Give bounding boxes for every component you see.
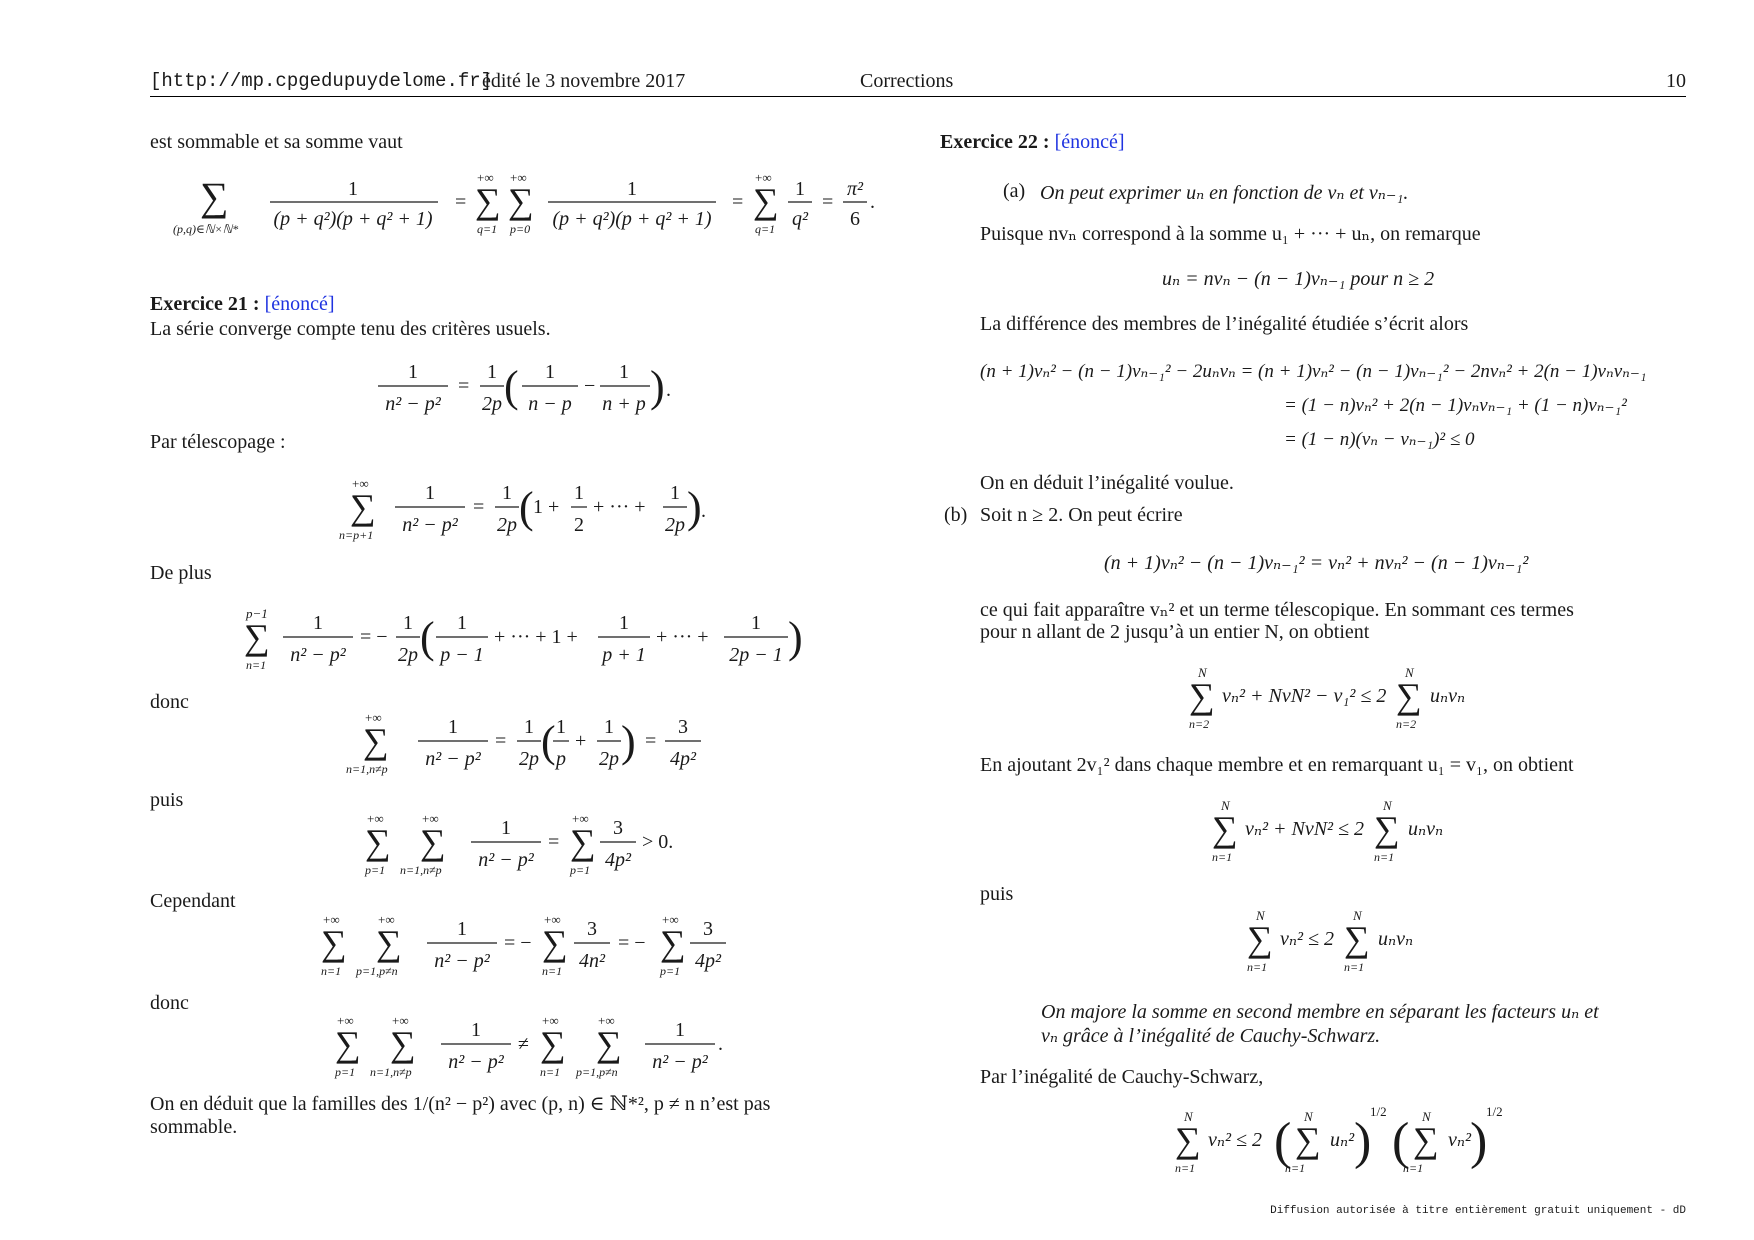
svg-text:1/2: 1/2 [1370, 1104, 1387, 1119]
svg-text:n=1: n=1 [246, 658, 267, 672]
paragraph: Soit n ≥ 2. On peut écrire [980, 504, 1183, 526]
svg-text:1: 1 [751, 612, 761, 634]
svg-text:2p: 2p [599, 748, 619, 770]
svg-text:4p²: 4p² [605, 849, 631, 871]
svg-text:> 0.: > 0. [642, 831, 674, 853]
svg-text:+∞: +∞ [422, 811, 439, 826]
equation-partial-sum [240, 603, 810, 678]
paragraph: puis [980, 883, 1014, 905]
svg-text:p − 1: p − 1 [440, 644, 484, 666]
equation-inequality-sums [330, 1010, 730, 1085]
svg-text:n=1: n=1 [542, 964, 563, 978]
svg-text:= −: = − [504, 932, 532, 954]
svg-text:n² − p²: n² − p² [290, 644, 346, 666]
svg-text:∑: ∑ [1396, 676, 1422, 716]
svg-text:(p + q²)(p + q² + 1): (p + q²)(p + q² + 1) [552, 208, 712, 230]
svg-text:n² − p²: n² − p² [402, 514, 458, 536]
svg-text:1: 1 [425, 482, 435, 504]
svg-text:∑: ∑ [1212, 809, 1238, 849]
svg-text:p=1,p≠n: p=1,p≠n [576, 1065, 618, 1079]
svg-text:p−1: p−1 [246, 606, 268, 621]
svg-text:+∞: +∞ [392, 1013, 409, 1028]
svg-text:3: 3 [703, 918, 713, 940]
svg-text:n=2: n=2 [1189, 717, 1210, 731]
svg-text:+: + [575, 730, 587, 752]
header-rule [150, 96, 1686, 97]
svg-text:q=1: q=1 [477, 222, 498, 236]
svg-text:2p − 1: 2p − 1 [729, 644, 783, 666]
svg-text:p=1: p=1 [660, 964, 681, 978]
paragraph: donc [150, 992, 189, 1014]
svg-text:N: N [1221, 798, 1230, 813]
svg-text:N: N [1405, 665, 1414, 680]
svg-text:): ) [1470, 1113, 1488, 1170]
svg-text:∑: ∑ [376, 923, 402, 963]
svg-text:1: 1 [487, 361, 497, 383]
svg-text:n=p+1: n=p+1 [339, 528, 374, 542]
hint-cauchy-schwarz: On majore la somme en second membre en séparant les facteurs uₙ et [1041, 1001, 1599, 1023]
svg-text:q=1: q=1 [755, 222, 776, 236]
svg-text:∑: ∑ [420, 822, 446, 862]
svg-text:2: 2 [574, 514, 584, 536]
exercise-label: Exercice 22 : [940, 131, 1050, 153]
hint-cauchy-schwarz: vₙ grâce à l’inégalité de Cauchy-Schwarz. [1041, 1025, 1381, 1047]
svg-text:n² − p²: n² − p² [478, 849, 534, 871]
svg-text:∑: ∑ [1413, 1120, 1439, 1160]
svg-text:π²: π² [846, 178, 864, 200]
svg-text:): ) [621, 717, 636, 766]
svg-text:∑: ∑ [1295, 1120, 1321, 1160]
svg-text:3: 3 [613, 817, 623, 839]
svg-text:+ ··· +: + ··· + [593, 496, 646, 518]
svg-text:p=0: p=0 [510, 222, 531, 236]
svg-text:=: = [473, 496, 485, 518]
svg-text:1: 1 [604, 716, 614, 738]
svg-text:4n²: 4n² [579, 950, 605, 972]
paragraph: La différence des membres de l’inégalité étudiée s’écrit alors [980, 313, 1469, 335]
svg-text:1: 1 [408, 361, 418, 383]
svg-text:=: = [822, 191, 834, 213]
svg-text:1: 1 [670, 482, 680, 504]
svg-text:≠: ≠ [518, 1033, 529, 1055]
svg-text:p + 1: p + 1 [602, 644, 646, 666]
equation-telescoping [335, 473, 715, 548]
svg-text:+∞: +∞ [323, 912, 340, 927]
svg-text:+ ··· +: + ··· + [656, 626, 709, 648]
svg-text:p=1: p=1 [570, 863, 591, 877]
svg-text:∑: ∑ [570, 822, 596, 862]
svg-text:2p: 2p [398, 644, 418, 666]
svg-text:): ) [1354, 1113, 1372, 1170]
paragraph: ce qui fait apparaître vₙ² et un terme télescopique. En sommant ces termes [980, 599, 1574, 621]
svg-text:n=1,n≠p: n=1,n≠p [370, 1065, 412, 1079]
svg-text:−: − [584, 375, 596, 397]
header-title: Corrections [860, 70, 954, 92]
svg-text:1: 1 [627, 178, 637, 200]
svg-text:∑: ∑ [1344, 919, 1370, 959]
svg-text:1: 1 [471, 1019, 481, 1041]
equation-double-sum-positive [360, 808, 700, 883]
svg-text:.: . [701, 500, 706, 522]
svg-text:1: 1 [457, 612, 467, 634]
svg-text:N: N [1383, 798, 1392, 813]
svg-text:+∞: +∞ [367, 811, 384, 826]
svg-text:+∞: +∞ [477, 170, 494, 185]
svg-text:): ) [650, 362, 665, 411]
svg-text:uₙvₙ: uₙvₙ [1408, 818, 1444, 840]
svg-text:): ) [788, 613, 803, 662]
paragraph: Puisque nvₙ correspond à la somme u₁ + ··· + uₙ, on remarque [980, 223, 1481, 245]
svg-text:n=1: n=1 [1403, 1161, 1424, 1175]
svg-text:+∞: +∞ [365, 710, 382, 725]
svg-text:+∞: +∞ [378, 912, 395, 927]
svg-text:∑: ∑ [596, 1024, 622, 1064]
svg-text:3: 3 [587, 918, 597, 940]
svg-text:n=1: n=1 [1374, 850, 1395, 864]
svg-text:∑: ∑ [321, 923, 347, 963]
footer-notice: Diffusion autorisée à titre entièrement gratuit uniquement - dD [1270, 1205, 1686, 1217]
svg-text:n² − p²: n² − p² [425, 748, 481, 770]
paragraph: donc [150, 691, 189, 713]
paragraph: est sommable et sa somme vaut [150, 131, 403, 153]
svg-text:n − p: n − p [528, 393, 572, 415]
svg-text:.: . [870, 191, 875, 213]
svg-text:N: N [1304, 1109, 1313, 1124]
exercise-22-title [940, 131, 1125, 154]
svg-text:N: N [1256, 908, 1265, 923]
paragraph: sommable. [150, 1116, 238, 1138]
svg-text:n=1,n≠p: n=1,n≠p [346, 762, 388, 776]
svg-text:(: ( [541, 717, 556, 766]
svg-text:∑: ∑ [244, 617, 270, 657]
svg-text:+∞: +∞ [572, 811, 589, 826]
svg-text:1: 1 [348, 178, 358, 200]
svg-text:q²: q² [792, 208, 808, 230]
header-date: édité le 3 novembre 2017 [482, 70, 686, 92]
svg-text:3: 3 [678, 716, 688, 738]
svg-text:n=1: n=1 [1285, 1161, 1306, 1175]
svg-text:∑: ∑ [540, 1024, 566, 1064]
svg-text:1: 1 [524, 716, 534, 738]
svg-text:N: N [1353, 908, 1362, 923]
svg-text:+∞: +∞ [544, 912, 561, 927]
svg-text:∑: ∑ [1374, 809, 1400, 849]
svg-text:+ ··· + 1 +: + ··· + 1 + [494, 626, 578, 648]
svg-text:uₙvₙ: uₙvₙ [1378, 928, 1414, 950]
svg-text:.: . [666, 379, 671, 401]
svg-text:+∞: +∞ [598, 1013, 615, 1028]
hint-a: On peut exprimer uₙ en fonction de vₙ et vₙ₋₁. [1040, 182, 1409, 204]
svg-text:+∞: +∞ [337, 1013, 354, 1028]
svg-text:n=1: n=1 [1212, 850, 1233, 864]
exercise-22-statement-link[interactable]: [énoncé] [1054, 131, 1125, 153]
svg-text:n² − p²: n² − p² [448, 1051, 504, 1073]
svg-text:N: N [1198, 665, 1207, 680]
svg-text:p: p [556, 748, 566, 770]
svg-text:n=1: n=1 [1344, 960, 1365, 974]
svg-text:(: ( [1274, 1113, 1292, 1170]
equation-partial-fraction [370, 352, 690, 422]
paragraph: Par l’inégalité de Cauchy-Schwarz, [980, 1066, 1264, 1088]
equation-sum-from-1 [1207, 795, 1457, 865]
svg-text:p=1,p≠n: p=1,p≠n [356, 964, 398, 978]
svg-text:1: 1 [619, 612, 629, 634]
equation-inner-sum [343, 707, 713, 782]
svg-text:n=1: n=1 [321, 964, 342, 978]
equation-difference-line3: = (1 − n)(vₙ − vₙ₋₁)² ≤ 0 [1284, 429, 1475, 450]
paragraph: puis [150, 789, 184, 811]
svg-text:1: 1 [313, 612, 323, 634]
svg-text:∑: ∑ [542, 923, 568, 963]
svg-text:2p: 2p [482, 393, 502, 415]
svg-text:6: 6 [850, 208, 860, 230]
svg-text:=: = [548, 831, 560, 853]
svg-text:): ) [687, 483, 702, 532]
svg-text:1: 1 [501, 817, 511, 839]
svg-text:1: 1 [448, 716, 458, 738]
paragraph: On en déduit l’inégalité voulue. [980, 472, 1234, 494]
svg-text:1: 1 [795, 178, 805, 200]
svg-text:n=1: n=1 [1175, 1161, 1196, 1175]
svg-text:∑: ∑ [508, 181, 534, 221]
svg-text:+∞: +∞ [662, 912, 679, 927]
svg-text:∑: ∑ [390, 1024, 416, 1064]
svg-text:∑: ∑ [753, 181, 779, 221]
svg-text:1: 1 [574, 482, 584, 504]
svg-text:(p,q)∈ℕ×ℕ*: (p,q)∈ℕ×ℕ* [173, 222, 239, 236]
svg-text:= −: = − [360, 626, 388, 648]
svg-text:+∞: +∞ [352, 476, 369, 491]
svg-text:4p²: 4p² [695, 950, 721, 972]
paragraph: Par télescopage : [150, 431, 286, 453]
svg-text:1/2: 1/2 [1486, 1104, 1503, 1119]
svg-text:1: 1 [675, 1019, 685, 1041]
header-url: [http://mp.cpgedupuydelome.fr] [150, 70, 493, 92]
paragraph: On en déduit que la familles des 1/(n² − p²) avec (p, n) ∈ ℕ*², p ≠ n n’est pas [150, 1093, 771, 1115]
svg-text:p=1: p=1 [365, 863, 386, 877]
svg-text:=: = [455, 191, 467, 213]
equation-sum-total [170, 165, 890, 245]
svg-text:+∞: +∞ [510, 170, 527, 185]
svg-text:=: = [495, 730, 507, 752]
svg-text:2p: 2p [665, 514, 685, 536]
svg-text:+∞: +∞ [542, 1013, 559, 1028]
paragraph: En ajoutant 2v₁² dans chaque membre et en remarquant u₁ = v₁, on obtient [980, 754, 1574, 776]
svg-text:(p + q²)(p + q² + 1): (p + q²)(p + q² + 1) [273, 208, 433, 230]
svg-text:∑: ∑ [660, 923, 686, 963]
paragraph: De plus [150, 562, 212, 584]
equation-un: uₙ = nvₙ − (n − 1)vₙ₋₁ pour n ≥ 2 [1162, 268, 1435, 290]
paragraph: La série converge compte tenu des critères usuels. [150, 318, 551, 340]
svg-text:4p²: 4p² [670, 748, 696, 770]
svg-text:1: 1 [556, 716, 566, 738]
svg-text:n=1,n≠p: n=1,n≠p [400, 863, 442, 877]
svg-text:vₙ² ≤ 2: vₙ² ≤ 2 [1280, 928, 1334, 950]
svg-text:.: . [718, 1033, 723, 1055]
svg-text:1: 1 [403, 612, 413, 634]
svg-text:=: = [732, 191, 744, 213]
svg-text:=: = [458, 375, 470, 397]
equation-identity: (n + 1)vₙ² − (n − 1)vₙ₋₁² = vₙ² + nvₙ² − (n − 1)vₙ₋₁² [1104, 552, 1529, 574]
svg-text:∑: ∑ [475, 181, 501, 221]
svg-text:∑: ∑ [335, 1024, 361, 1064]
svg-text:∑: ∑ [363, 721, 389, 761]
svg-text:p=1: p=1 [335, 1065, 356, 1079]
svg-text:n² − p²: n² − p² [385, 393, 441, 415]
svg-text:∑: ∑ [1189, 676, 1215, 716]
item-b-label: (b) [944, 504, 968, 526]
svg-text:1: 1 [619, 361, 629, 383]
svg-text:1: 1 [502, 482, 512, 504]
equation-difference-line2: = (1 − n)vₙ² + 2(n − 1)vₙvₙ₋₁ + (1 − n)vₙ₋₁² [1284, 395, 1627, 416]
svg-text:vₙ² ≤ 2: vₙ² ≤ 2 [1208, 1129, 1262, 1151]
svg-text:uₙ²: uₙ² [1330, 1129, 1355, 1151]
svg-text:N: N [1184, 1109, 1193, 1124]
svg-text:N: N [1422, 1109, 1431, 1124]
equation-difference-line1: (n + 1)vₙ² − (n − 1)vₙ₋₁² − 2uₙvₙ = (n + 1)vₙ² − (n − 1)vₙ₋₁² − 2nvₙ² + 2(n − 1)vₙvₙ₋₁ [980, 361, 1647, 382]
svg-text:=: = [645, 730, 657, 752]
equation-double-sum-negative [316, 909, 736, 984]
svg-text:vₙ²: vₙ² [1448, 1129, 1471, 1151]
svg-text:+∞: +∞ [755, 170, 772, 185]
svg-text:∑: ∑ [1247, 919, 1273, 959]
equation-cauchy-schwarz [1170, 1102, 1503, 1182]
svg-text:∑: ∑ [350, 487, 376, 527]
page-number: 10 [1666, 70, 1686, 92]
svg-text:vₙ² + NvN² − v₁² ≤ 2: vₙ² + NvN² − v₁² ≤ 2 [1222, 685, 1387, 707]
svg-text:n² − p²: n² − p² [652, 1051, 708, 1073]
svg-text:(: ( [1392, 1113, 1410, 1170]
paragraph: Cependant [150, 890, 236, 912]
exercise-21-title [150, 293, 335, 316]
svg-text:1 +: 1 + [533, 496, 560, 518]
equation-sum-from-2 [1184, 662, 1484, 732]
svg-text:2p: 2p [497, 514, 517, 536]
svg-text:n=1: n=1 [1247, 960, 1268, 974]
svg-text:vₙ² + NvN² ≤ 2: vₙ² + NvN² ≤ 2 [1245, 818, 1365, 840]
svg-text:∑: ∑ [1175, 1120, 1201, 1160]
svg-text:n + p: n + p [602, 393, 646, 415]
svg-text:uₙvₙ: uₙvₙ [1430, 685, 1466, 707]
svg-text:2p: 2p [519, 748, 539, 770]
svg-text:(: ( [504, 362, 519, 411]
svg-text:1: 1 [545, 361, 555, 383]
svg-text:1: 1 [457, 918, 467, 940]
svg-text:= −: = − [618, 932, 646, 954]
exercise-21-statement-link[interactable]: [énoncé] [264, 293, 335, 315]
exercise-label: Exercice 21 : [150, 293, 260, 315]
paragraph: pour n allant de 2 jusqu’à un entier N, on obtient [980, 621, 1370, 643]
svg-text:∑: ∑ [365, 822, 391, 862]
svg-text:n=1: n=1 [540, 1065, 561, 1079]
equation-sum-squares [1242, 905, 1432, 975]
svg-text:(: ( [420, 613, 435, 662]
svg-text:n=2: n=2 [1396, 717, 1417, 731]
svg-text:n² − p²: n² − p² [434, 950, 490, 972]
svg-text:∑: ∑ [200, 174, 229, 219]
item-a-label: (a) [1003, 180, 1026, 202]
svg-text:(: ( [519, 483, 534, 532]
